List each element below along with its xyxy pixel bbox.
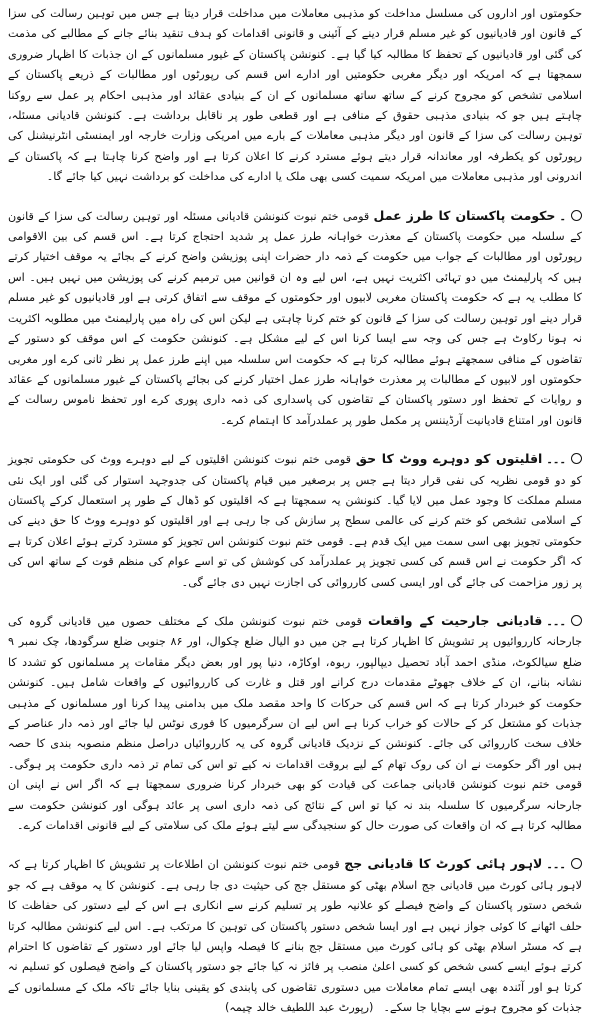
dash-marker: ۔۔۔: [546, 453, 566, 467]
dash-marker: ۔۔۔: [546, 614, 566, 628]
circle-bullet-icon: [571, 210, 582, 221]
intro-paragraph: حکومتوں اور اداروں کی مسلسل مداخلت کو مذہبی معاملات میں مداخلت قرار دیتا ہے جس میں توہین رسالت کی سزا کے قانون اور قادیانیوں کو غیر مسلم قرار دینے کے آئینی و قانونی اقدامات کو ہدف تنقید بنائے جانے کے مطالبے کی مذمت کی گئی اور قادیانیوں کے تحفظ کا مطالبہ کیا گیا ہے۔ کنونشن پاکستان کے غیور مسلمانوں کے ان جذبات کا اظہار ضروری سمجھتا ہے کہ امریکہ اور دیگر مغربی حکومتیں اور ادارے اس قسم کی رپورٹوں اور مطالبات کے ذریعے پاکستان کے اسلامی تشخص کو مجروح کرنے کے ساتھ ساتھ مسلمانوں کے ان کے بنیادی عقائد اور مذہبی احکام پر عمل سے روکنا چاہتے ہیں جو کہ بنیادی مذہبی حقوق کے منافی ہے اور قطعی طور پر ناقابل برداشت ہے۔ کنونشن قادیانی مسئلہ، توہین رسالت کی سزا کے قانون اور دیگر مذہبی معاملات کے بارے میں امریکی وزارت خارجہ اور ایمنسٹی انٹرنیشنل کی رپورٹوں کو یکطرفہ اور معاندانہ قرار دیتے ہوئے مسترد کرنے کا اعلان کرتا ہے اور واضح کرنا چاہتا ہے کہ پاکستان کے اندرونی اور مذہبی معاملات میں امریکہ سمیت کسی بھی ملک یا ادارے کی مداخلت کو برداشت نہیں کیا جائے گا۔: [8, 7, 582, 184]
section-government-conduct: [8, 206, 582, 431]
circle-bullet-icon: [571, 858, 582, 869]
section-body: قومی ختم نبوت کنونشن اقلیتوں کے لیے دوہرے ووٹ کی حکومتی تجویز کو دو قومی نظریہ کی نفی قرار دیتا ہے جس پر برصغیر میں قیام پاکستان کی جدوجہد استوار کی گئی اور ایک نئی مسلم مملکت کا وجود عمل میں لایا گیا۔ کنونشن یہ سمجھتا ہے کہ اقلیتوں کو ڈھال کے طور پر استعمال کرکے پاکستان کے اسلامی تشخص کو ختم کرنے کی عالمی سطح پر سازش کی جا رہی ہے اور اقلیتوں کو دوہرے ووٹ کا حق دینے کی حکومتی تجویز بھی اسی سمت میں ایک قدم ہے۔ قومی ختم نبوت کنونشن اس تجویز کو مسترد کرتے ہوئے اعلان کرتا ہے کہ اگر حکومت نے اس قسم کی کسی تجویز پر عملدرآمد کی کوشش کی تو اسے عوام کی منظم قوت کے ساتھ اس کی پر زور مزاحمت کی جائے گی اور ایسی کسی کارروائی کی اجازت نہیں دی جائے گی۔: [8, 453, 582, 589]
report-signature: (رپورٹ عبد اللطیف خالد چیمہ): [225, 1001, 374, 1015]
section-body: قومی ختم نبوت کنونشن ان اطلاعات پر تشویش کا اظہار کرتا ہے کہ لاہور ہائی کورٹ میں قادیانی جج اسلام بھٹی کو مستقل جج کی حیثیت دی جا رہی ہے۔ کنونشن کا یہ موقف ہے کہ جو شخص دستور پاکستان کے واضح فیصلے کو علانیہ طور پر تسلیم کرنے سے انکاری ہے اس کے لیے دستور کی حفاظت کا حلف اٹھانے کا کوئی جواز نہیں ہے اور ایسا شخص دستور پاکستان کی توہین کا مرتکب ہے۔ اس لیے کنونشن مطالبہ کرتا ہے کہ مسٹر اسلام بھٹی کو ہائی کورٹ میں مستقل جج بنانے کا فیصلہ واپس لیا جائے اور دستور کے تقاضوں کا احترام کرتے ہوئے ایسے کسی شخص کو کسی اعلیٰ منصب پر فائز نہ کیا جائے جو دستور پاکستان کے واضح فیصلوں کو تسلیم نہ کرتا ہو اور آئندہ بھی ایسے تمام معاملات میں دستوری تقاضوں کی پابندی کو یقینی بنایا جائے تاکہ ملک کے مسلمانوں کے جذبات کو مجروح ہونے سے بچایا جا سکے۔: [8, 858, 582, 1015]
section-minority-dual-vote: [8, 449, 582, 593]
circle-bullet-icon: [571, 615, 582, 626]
dash-marker: ۔۔۔: [546, 858, 566, 872]
section-heading: اقلیتوں کو دوہرے ووٹ کا حق: [355, 451, 543, 467]
section-body: قومی ختم نبوت کنونشن قادیانی مسئلہ اور توہین رسالت کی سزا کے قانون کے سلسلہ میں حکومت پاکستان کے معذرت خواہانہ طرز عمل پر شدید احتجاج کرتا ہے۔ اس قسم کی بین الاقوامی رپورٹوں اور مطالبات کے جواب میں حکومت کے ذمہ دار حضرات اپنی پوزیشن واضح کرنے کے بجائے یہ موقف اختیار کرتے ہیں کہ پارلیمنٹ میں دو تہائی اکثریت نہیں ہے، اس لیے وہ ان قوانین میں ترمیم کرنے کی پوزیشن میں نہیں ہیں۔ اس کا مطلب یہ ہے کہ حکومت پاکستان مغربی لابیوں اور حکومتوں کے موقف سے اتفاق کرتی ہے اور قادیانیوں کو غیر مسلم قرار دینے اور توہین رسالت کی سزا کے قانون کو ختم کرنا چاہتی ہے لیکن اس کی راہ میں پارلیمنٹ میں مطلوبہ اکثریت نہ ہونا رکاوٹ ہے جس کی وجہ سے ایسا کرنا اس کے لیے مشکل ہے۔ کنونشن حکومت کے اس موقف کو دستور کے تقاضوں کے منافی سمجھتے ہوئے مطالبہ کرتا ہے کہ حکومت اس سلسلہ میں اپنے طرز عمل پر نظر ثانی کرے اور مغربی حکومتوں اور لابیوں کے مطالبات پر معذرت خواہانہ طرز عمل اختیار کرنے کی بجائے پاکستان کے غیور مسلمانوں کے عقائد و روایات کے تحفظ اور دستور پاکستان کے تقاضوں کی پاسداری کی ذمہ داری پوری کرے اور تحفظ ناموس رسالت کے قانون اور امتناع قادیانیت آرڈیننس پر مکمل طور پر عملدرآمد کا اہتمام کرے۔: [8, 209, 582, 427]
section-high-court-judge: [8, 854, 582, 1018]
circle-bullet-icon: [571, 453, 582, 464]
section-heading: لاہور ہائی کورٹ کا قادیانی جج: [344, 856, 543, 872]
section-body: قومی ختم نبوت کنونشن ملک کے مختلف حصوں میں قادیانی گروہ کی جارحانہ کارروائیوں پر تشویش کا اظہار کرتا ہے جن میں دو الیال ضلع چکوال، اور ۸۶ جنوبی ضلع سرگودھا، چک نمبر ۹ ضلع سیالکوٹ، منڈی احمد آباد تحصیل دیپالپور، ربوہ، اوکاڑہ، دنیا پور اور بعض دیگر مقامات پر مسلمانوں کو تشدد کا نشانہ بنانے، ان کے خلاف جھوٹے مقدمات درج کرانے اور قتل و غارت کی کارروائیوں کے واقعات شامل ہیں۔ کنونشن حکومت کو خبردار کرتا ہے کہ اس قسم کی حرکات کا واحد مقصد ملک میں بدامنی پیدا کرنا اور مسلمانوں کے مذہبی جذبات کو مشتعل کر کے حالات کو خراب کرنا ہے اس لیے ان سرگرمیوں کا فوری نوٹس لیا جائے اور ذمہ دار عناصر کے خلاف سخت کارروائی کی جائے۔ کنونشن کے نزدیک قادیانی گروہ کی یہ کارروائیاں دراصل منظم منصوبہ بندی کا حصہ ہیں اور اگر حکومت نے ان کی روک تھام کے لیے بروقت اقدامات نہ کیے تو اس کی تمام تر ذمہ داری حکومت پر ہوگی۔ قومی ختم نبوت کنونشن قادیانی جماعت کی قیادت کو بھی خبردار کرنا ضروری سمجھتا ہے کہ اگر اس نے اپنی ان جارحانہ سرگرمیوں کا سلسلہ بند نہ کیا تو اس کے نتائج کی ذمہ داری اسی پر عائد ہوگی اور کنونشن حکومت سے مطالبہ کرتا ہے کہ ان واقعات کی صورت حال کو سنجیدگی سے لیتے ہوئے ملک کی سلامتی کے لیے قانونی اقدامات کرے۔: [8, 614, 582, 833]
dash-marker: ۔: [559, 209, 567, 223]
section-qadiani-aggression: [8, 611, 582, 836]
section-heading: حکومت پاکستان کا طرز عمل: [373, 207, 556, 223]
section-heading: قادیانی جارحیت کے واقعات: [368, 612, 543, 628]
